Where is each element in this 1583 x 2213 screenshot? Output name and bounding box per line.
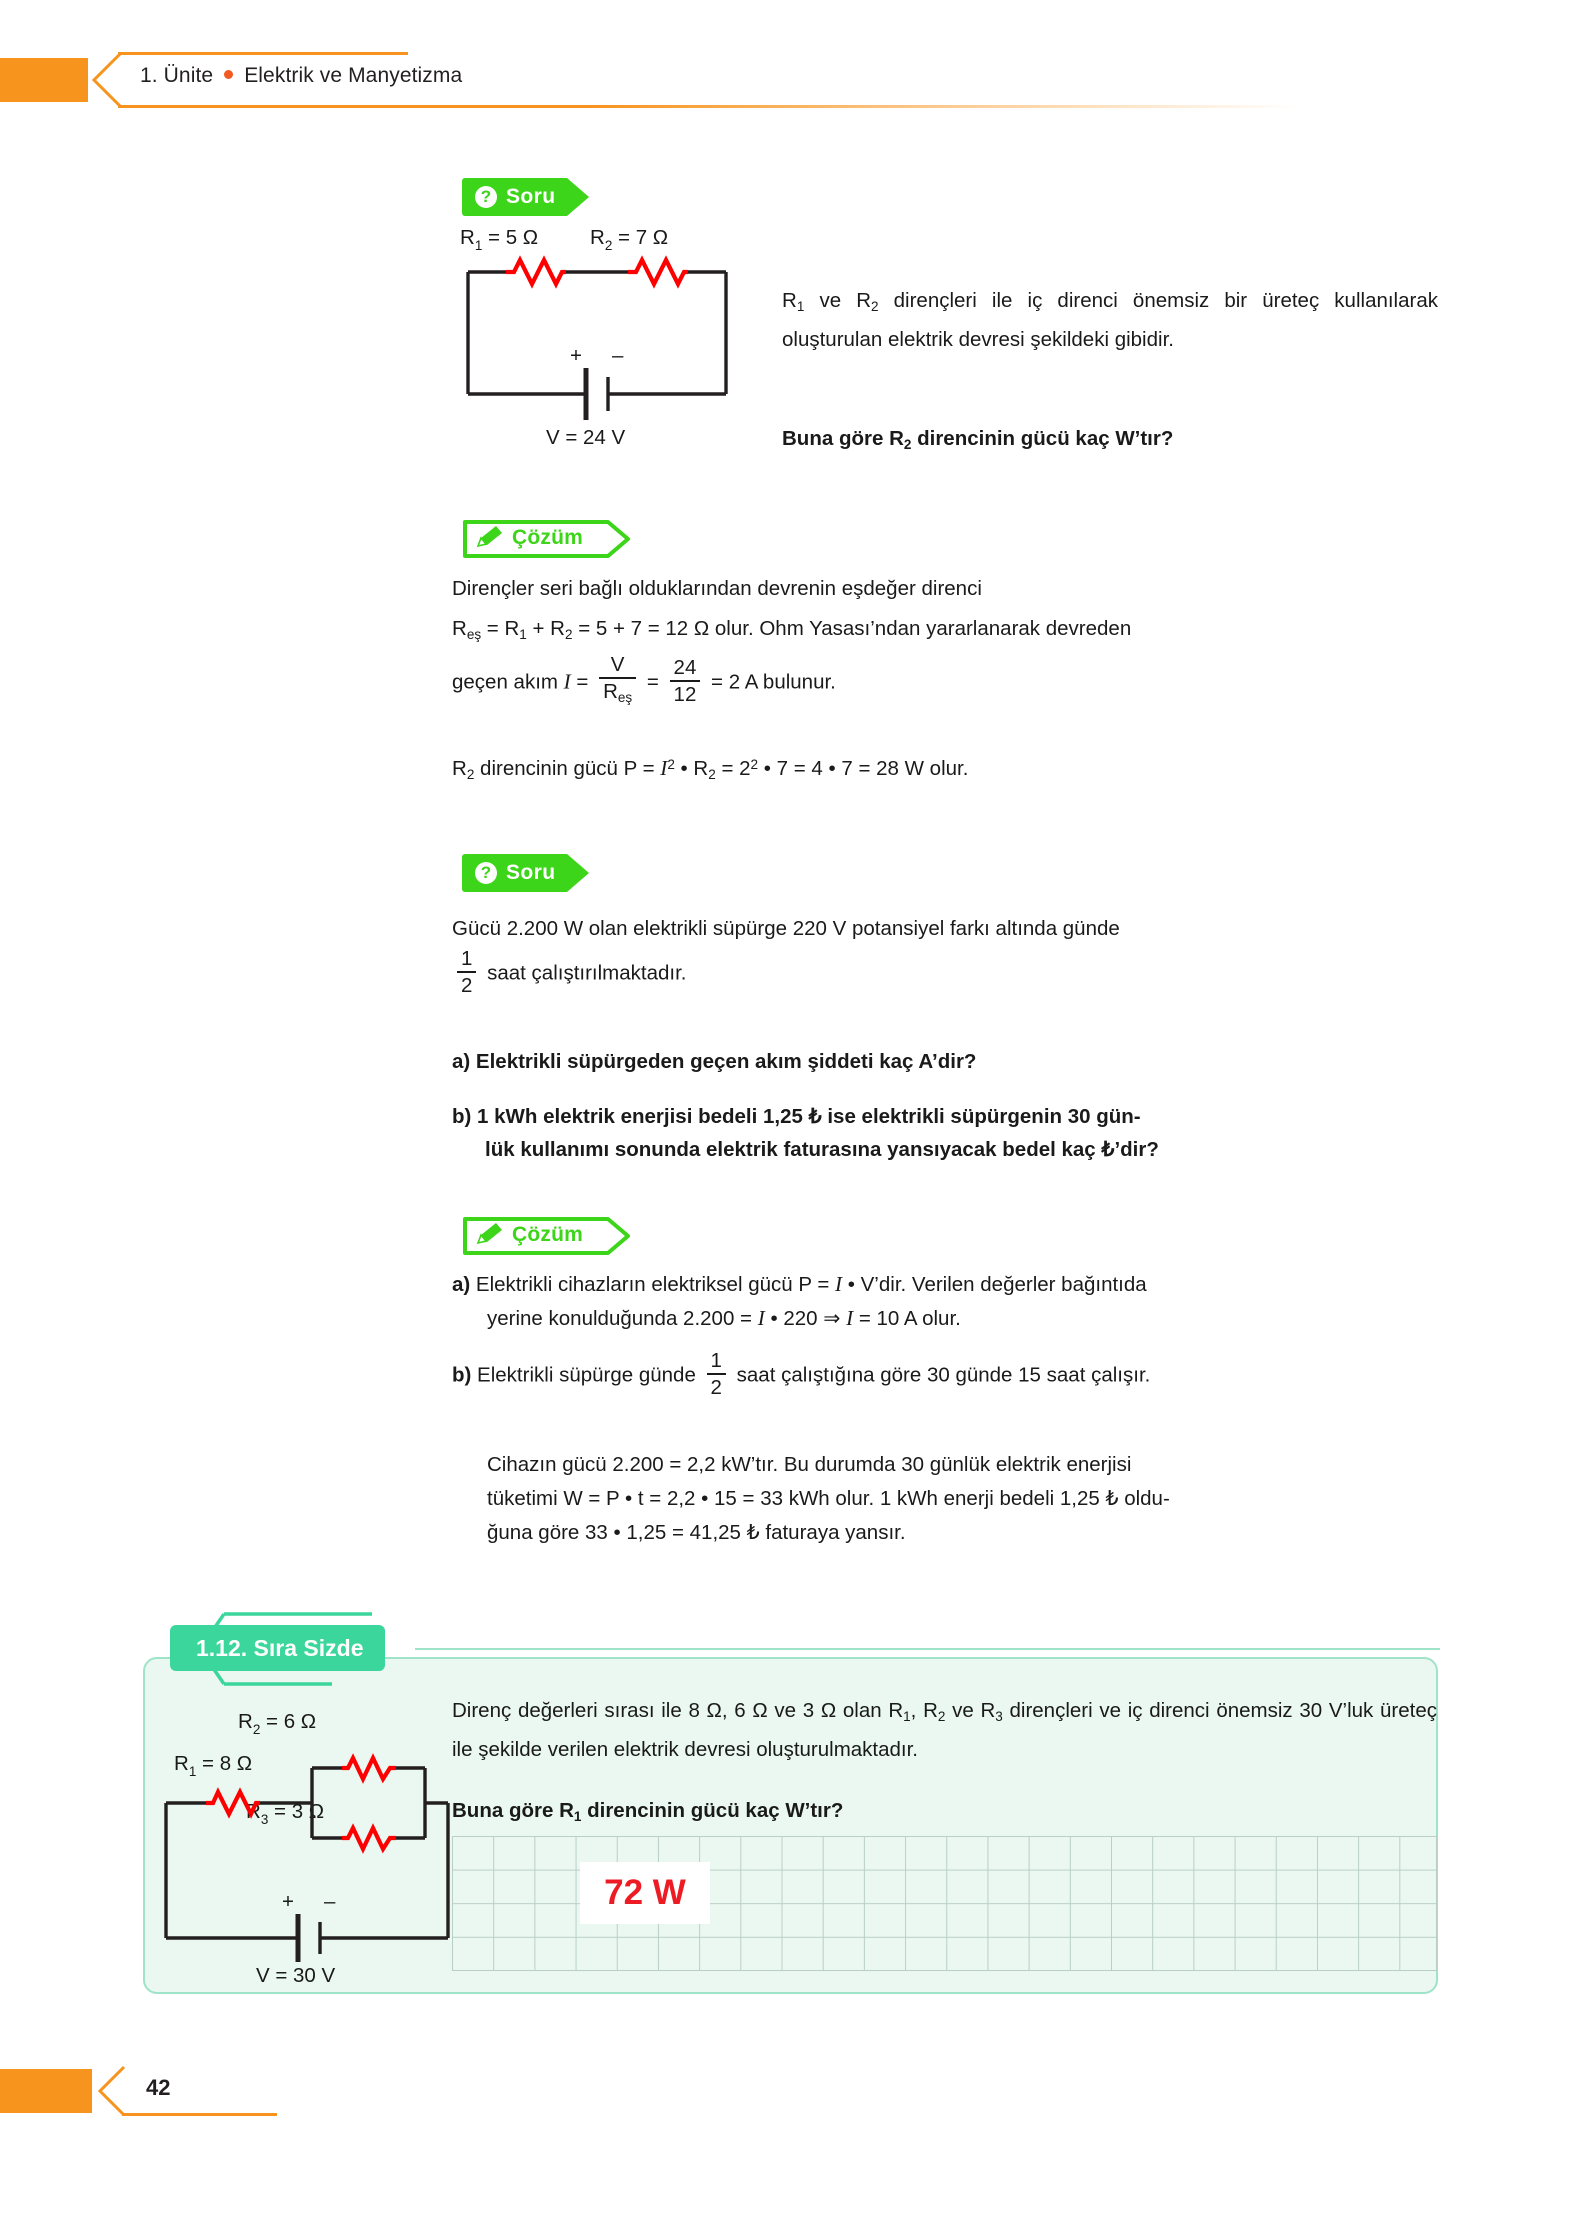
cozum-badge-1 (462, 519, 632, 559)
cozum-label-2: Çözüm (512, 1223, 583, 1246)
cozum-label: Çözüm (512, 526, 583, 549)
battery-minus-2: – (324, 1890, 336, 1913)
r3-label-2: $R_3 = 3$ Ω (246, 1800, 325, 1827)
footer-chevron-icon (88, 2063, 128, 2119)
circuit-diagram-1 (438, 222, 768, 452)
solution2-b-line: b) Elektrikli süpürge günde $\frac{1}{2}$ saat çalıştığına göre 30 günde 15 saat çalışır. (452, 1349, 1151, 1399)
r2-label-2: $R_2 = 6$ Ω (238, 1710, 317, 1737)
question-mark-icon: ? (475, 186, 497, 208)
question2-line2: $\frac{1}{2}$ saat çalıştırılmaktadır. (452, 948, 1438, 1000)
sira-sizde-paragraph: Direnç değerleri sırası ile 8 Ω, 6 Ω ve 3 Ω olan $R_1$, $R_2$ ve $R_3$ dirençleri ve iç direnci önemsiz 30 V’luk üreteç ile şekilde verilen elektrik devresi oluşturulmaktadır. (452, 1699, 1437, 1761)
solution2-paragraph-line2: tüketimi W = P • t = 2,2 • 15 = 33 kWh olur. 1 kWh enerji bedeli 1,25 ₺ oldu- (487, 1487, 1170, 1510)
breadcrumb (140, 64, 462, 88)
question2-item-a: a) Elektrikli süpürgeden geçen akım şiddeti kaç A’dir? (452, 1050, 977, 1073)
r1-label-2: $R_1 = 8$ Ω (174, 1752, 253, 1779)
fraction-v-over-res: $\frac{V}{R_{eş}}$ (599, 653, 636, 711)
soru-label-2: Soru (506, 861, 556, 884)
soru-label: Soru (506, 185, 556, 208)
solution1-line4: $R_2$ direncinin gücü $P = I^2$ • $R_2 = 2^2$ • 7 = 4 • 7 = 28 W olur. (452, 756, 969, 782)
battery-minus-1: – (612, 344, 624, 367)
pencil-icon (478, 1223, 502, 1243)
q1-r2: $R_2$ (856, 289, 879, 314)
header-orange-block (0, 58, 88, 102)
circuit-diagram-2 (160, 1690, 480, 1987)
battery-plus-1: + (570, 344, 582, 367)
question-mark-icon: ? (475, 862, 497, 884)
footer-rule (122, 2113, 277, 2116)
page-number: 42 (146, 2075, 171, 2100)
soru-badge-body (462, 178, 567, 216)
soru-badge-body-2 (462, 854, 567, 892)
sira-sizde-ask: Buna göre $R_1$ direncinin gücü kaç W’tır? (452, 1799, 844, 1824)
bullet-dot-icon (224, 70, 233, 79)
question1-paragraph: $R_1$ ve $R_2$ dirençleri ile iç direnci önemsiz bir üreteç kullanılarak oluşturulan elektrik devresi şekildeki gibidir. (782, 289, 1438, 351)
fraction-one-half: $\frac{1}{2}$ (457, 947, 476, 999)
q1-r1: $R_1$ (782, 289, 805, 314)
fraction-24-over-12: $\frac{24}{12}$ (670, 656, 701, 708)
header-rule-top (118, 52, 408, 55)
answer-chip (580, 1862, 710, 1924)
r1-label-1: $R_1 = 5$ Ω (460, 226, 539, 253)
solution2-a-line1: a) Elektrikli cihazların elektriksel gücü P = I • V’dir. Verilen değerler bağıntıda (452, 1272, 1147, 1296)
header-rule-bottom (118, 105, 1298, 108)
fraction-one-half-b: $\frac{1}{2}$ (707, 1349, 726, 1401)
page-header (0, 52, 1583, 108)
page-footer (0, 2065, 1583, 2125)
solution1-line3: geçen akım I = $\frac{V}{R_{eş}}$ = $\frac{24}{12}$ = 2 A bulunur. (452, 654, 1452, 712)
solution2-paragraph-line3: ğuna göre 33 • 1,25 = 41,25 ₺ faturaya yansır. (487, 1521, 906, 1544)
solution2-paragraph-line1: Cihazın gücü 2.200 = 2,2 kW’tır. Bu durumda 30 günlük elektrik enerjisi (487, 1453, 1132, 1476)
sira-sizde-tag-body (170, 1625, 385, 1671)
soru-badge-1 (462, 178, 589, 216)
answer-grid[interactable] (452, 1836, 1437, 1971)
answer-value: 72 W (604, 1873, 686, 1912)
battery-plus-2: + (282, 1890, 294, 1913)
sira-sizde-rule (415, 1648, 1440, 1650)
solution1-line1: Dirençler seri bağlı olduklarından devrenin eşdeğer direnci (452, 577, 982, 600)
soru-badge-tip (567, 178, 589, 216)
soru-badge-2 (462, 854, 589, 892)
question1-ask: Buna göre $R_2$ direncinin gücü kaç W’tır? (782, 427, 1174, 452)
sira-sizde-tag (170, 1625, 385, 1671)
cozum-badge-2 (462, 1216, 632, 1256)
unit-label: 1. Ünite (140, 64, 214, 87)
question2-item-b-line1: b) 1 kWh elektrik enerjisi bedeli 1,25 ₺ ise elektrikli süpürgenin 30 gün- (452, 1105, 1141, 1128)
current-symbol: I (563, 669, 571, 694)
question2-item-b-line2: lük kullanımı sonunda elektrik faturasına yansıyacak bedel kaç ₺’dir? (485, 1138, 1159, 1161)
footer-orange-block (0, 2069, 92, 2113)
question2-line1: Gücü 2.200 W olan elektrikli süpürge 220 V potansiyel farkı altında günde (452, 917, 1120, 940)
header-chevron-icon (86, 52, 122, 108)
chapter-title: Elektrik ve Manyetizma (244, 64, 463, 87)
solution2-a-line2: yerine konulduğunda 2.200 = I • 220 ⇒ I = 10 A olur. (487, 1306, 961, 1330)
sira-sizde-label: 1.12. Sıra Sizde (196, 1634, 364, 1661)
soru-badge-tip-2 (567, 854, 589, 892)
source-label-1: V = 24 V (546, 426, 626, 449)
pencil-icon (478, 526, 502, 546)
source-label-2: V = 30 V (256, 1964, 336, 1987)
r2-label-1: $R_2 = 7$ Ω (590, 226, 669, 253)
solution1-line2: $R_{eş} = R_1 + R_2 = 5 + 7 = 12$ Ω olur. Ohm Yasası’ndan yararlanarak devreden (452, 617, 1132, 642)
